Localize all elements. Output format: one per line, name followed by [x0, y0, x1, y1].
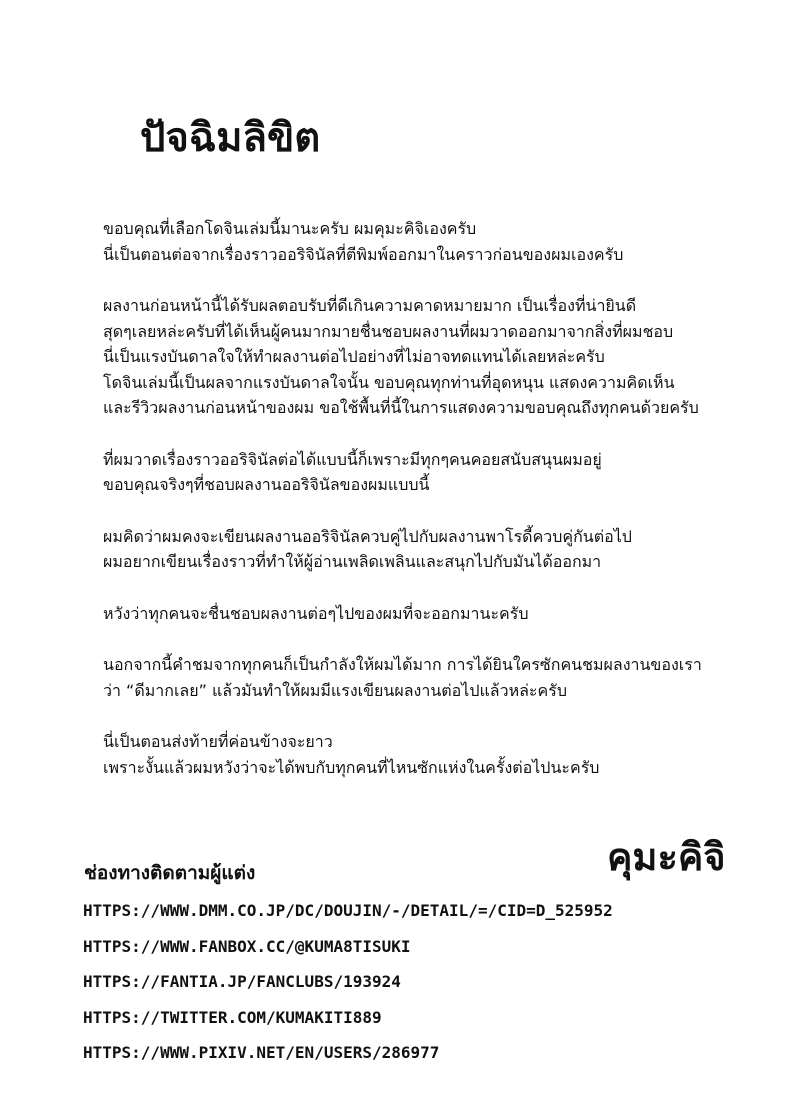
follow-links-list [83, 896, 783, 1074]
paragraph-praise [103, 652, 743, 703]
paragraph-closing [103, 729, 743, 780]
text-line: ผมอยากเขียนเรื่องราวที่ทำให้ผู้อ่านเพลิดเพลินและสนุกไปกับมันได้ออกมา [103, 552, 602, 571]
paragraph-feedback [103, 293, 743, 421]
page-title: ปัจฉิมลิขิต [140, 115, 321, 161]
text-line: สุดๆเลยหล่ะครับที่ได้เห็นผู้คนมากมายชื่นชอบผลงานที่ผมวาดออกมาจากสิ่งที่ผมชอบ [103, 321, 674, 341]
link-twitter[interactable]: HTTPS://TWITTER.COM/KUMAKITI889 [83, 1007, 382, 1027]
paragraph-thanks [103, 216, 743, 267]
text-line: นี่เป็นตอนต่อจากเรื่องราวออริจินัลที่ตีพิมพ์ออกมาในคราวก่อนของผมเองครับ [103, 244, 624, 264]
text-line: ขอบคุณที่เลือกโดจินเล่มนี้มานะครับ ผมคุมะคิจิเองครับ [103, 219, 477, 238]
text-line: ผลงานก่อนหน้านี้ได้รับผลตอบรับที่ดีเกินความคาดหมายมาก เป็นเรื่องที่น่ายินดี [103, 296, 637, 315]
text-line: ที่ผมวาดเรื่องราวออริจินัลต่อได้แบบนี้ก็เพราะมีทุกๆคนคอยสนับสนุนผมอยู่ [103, 449, 602, 469]
afterword-body [103, 216, 743, 806]
text-line: ว่า “ดีมากเลย” แล้วมันทำให้ผมมีแรงเขียนผลงานต่อไปแล้วหล่ะครับ [103, 680, 567, 700]
text-line: และรีวิวผลงานก่อนหน้าของผม ขอใช้พื้นที่นี้ในการแสดงความขอบคุณถึงทุกคนด้วยครับ [103, 398, 699, 417]
link-fanbox[interactable]: HTTPS://WWW.FANBOX.CC/@KUMA8TISUKI [83, 936, 411, 956]
link-pixiv[interactable]: HTTPS://WWW.PIXIV.NET/EN/USERS/286977 [83, 1043, 440, 1062]
text-line: นี่เป็นตอนส่งท้ายที่ค่อนข้างจะยาว [103, 732, 333, 751]
text-line: นอกจากนี้คำชมจากทุกคนก็เป็นกำลังให้ผมได้มาก การได้ยินใครซักคนชมผลงานของเรา [103, 655, 702, 674]
link-dmm[interactable]: HTTPS://WWW.DMM.CO.JP/DC/DOUJIN/-/DETAIL/=/CID=D_525952 [83, 901, 613, 920]
text-line: ขอบคุณจริงๆที่ชอบผลงานออริจินัลของผมแบบนี้ [103, 475, 430, 494]
follow-links-heading: ช่องทางติดตามผู้แต่ง [84, 862, 256, 884]
paragraph-hope [103, 601, 743, 627]
link-fantia[interactable]: HTTPS://FANTIA.JP/FANCLUBS/193924 [83, 972, 401, 991]
paragraph-plans [103, 524, 743, 575]
text-line: หวังว่าทุกคนจะชื่นชอบผลงานต่อๆไปของผมที่จะออกมานะครับ [103, 603, 529, 623]
text-line: นี่เป็นแรงบันดาลใจให้ทำผลงานต่อไปอย่างที่ไม่อาจทดแทนได้เลยหล่ะครับ [103, 347, 605, 366]
author-signature: คุมะคิจิ [607, 835, 726, 879]
text-line: โดจินเล่มนี้เป็นผลจากแรงบันดาลใจนั้น ขอบคุณทุกท่านที่อุดหนุน แสดงความคิดเห็น [103, 372, 675, 392]
paragraph-support [103, 447, 743, 498]
text-line: เพราะงั้นแล้วผมหวังว่าจะได้พบกับทุกคนที่ไหนซักแห่งในครั้งต่อไปนะครับ [103, 757, 600, 777]
text-line: ผมคิดว่าผมคงจะเขียนผลงานออริจินัลควบคู่ไปกับผลงานพาโรดี้ควบคู่กันต่อไป [103, 526, 632, 546]
